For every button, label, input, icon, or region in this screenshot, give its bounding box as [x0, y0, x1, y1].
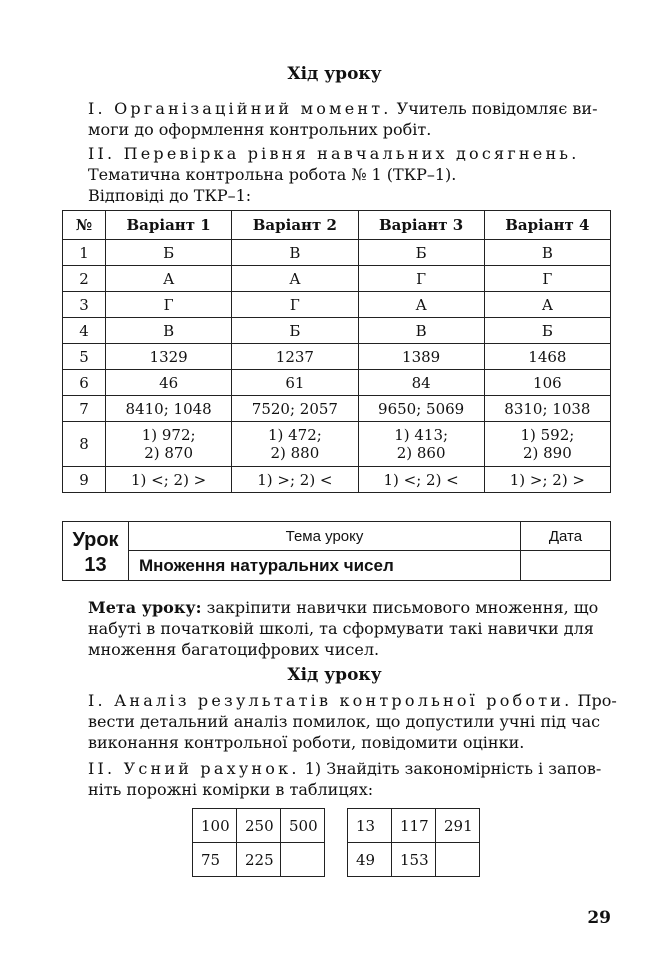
goal-text: закріпити навички письмового множення, що — [201, 598, 599, 617]
table-cell — [106, 422, 232, 467]
answer-line: 2) 870 — [144, 444, 194, 462]
column-header: № — [63, 211, 106, 240]
table-cell: 1468 — [484, 344, 610, 370]
section-lead: I. Аналіз результатів контрольної роботи. — [88, 691, 573, 710]
table-cell: 1 — [63, 240, 106, 266]
table-cell: 7 — [63, 396, 106, 422]
table-cell: 61 — [232, 370, 358, 396]
table-row — [63, 318, 611, 344]
section-text: Учитель повідомляє ви- — [391, 99, 598, 118]
table-row — [348, 843, 480, 877]
goal-text: набуті в початковій школі, та сформувати такі навички для — [88, 619, 594, 638]
table-cell: 100 — [193, 809, 237, 843]
lesson-goal — [88, 597, 612, 660]
table-cell: Г — [106, 292, 232, 318]
lesson-word: Урок — [72, 529, 119, 551]
page-number: 29 — [587, 908, 611, 928]
table-cell: 500 — [281, 809, 325, 843]
table-cell: 250 — [237, 809, 281, 843]
table-row — [63, 396, 611, 422]
column-header: Варіант 2 — [232, 211, 358, 240]
table-cell: 1389 — [358, 344, 484, 370]
table-header-row — [63, 211, 611, 240]
table-cell: 6 — [63, 370, 106, 396]
lesson-number-cell — [63, 522, 129, 580]
section-text: Тематична контрольна робота № 1 (ТКР–1). — [88, 165, 457, 184]
lesson-progress-heading-2: Хід уроку — [287, 665, 382, 685]
answer-line: 1) 413; — [394, 426, 449, 444]
table-cell: 117 — [392, 809, 436, 843]
section-oral-count — [88, 758, 612, 800]
table-cell: 13 — [348, 809, 392, 843]
table-cell: В — [358, 318, 484, 344]
topic-header: Тема уроку — [129, 522, 521, 551]
table-cell: 153 — [392, 843, 436, 877]
table-cell: Б — [232, 318, 358, 344]
table-cell: 1) >; 2) > — [484, 467, 610, 493]
table-cell: Б — [358, 240, 484, 266]
column-header: Варіант 3 — [358, 211, 484, 240]
section-lead: II. Усний рахунок. — [88, 759, 300, 778]
table-row — [63, 467, 611, 493]
table-cell: 75 — [193, 843, 237, 877]
table-cell: 106 — [484, 370, 610, 396]
table-cell: 8310; 1038 — [484, 396, 610, 422]
lesson-progress-heading: Хід уроку — [287, 64, 382, 84]
section-text: Відповіді до ТКР–1: — [88, 186, 252, 205]
pattern-table-2 — [347, 808, 480, 877]
table-row — [63, 266, 611, 292]
section-text: 1) Знайдіть закономірність і запов- — [299, 759, 602, 778]
table-cell: 9 — [63, 467, 106, 493]
table-cell: 1329 — [106, 344, 232, 370]
lesson-number: 13 — [84, 554, 107, 576]
answer-line: 2) 890 — [522, 444, 572, 462]
table-cell: 225 — [237, 843, 281, 877]
table-cell: 84 — [358, 370, 484, 396]
section-lead: I. Організаційний момент. — [88, 99, 392, 118]
section-text: Про- — [572, 691, 617, 710]
table-cell: 7520; 2057 — [232, 396, 358, 422]
section-text: ніть порожні комірки в таблицях: — [88, 780, 374, 799]
table-cell: А — [358, 292, 484, 318]
table-cell: Б — [106, 240, 232, 266]
goal-text: множення багатоцифрових чисел. — [88, 640, 380, 659]
table-cell: 1237 — [232, 344, 358, 370]
table-cell: 291 — [436, 809, 480, 843]
table-cell: 1) <; 2) > — [106, 467, 232, 493]
table-cell: 2 — [63, 266, 106, 292]
column-header: Варіант 4 — [484, 211, 610, 240]
empty-cell — [281, 843, 325, 877]
table-row — [63, 292, 611, 318]
answer-line: 1) 592; — [520, 426, 575, 444]
section-analysis — [88, 690, 617, 753]
table-cell — [484, 422, 610, 467]
section-text: моги до оформлення контрольних робіт. — [88, 120, 432, 139]
table-cell: А — [484, 292, 610, 318]
table-cell: А — [232, 266, 358, 292]
pattern-table-1 — [192, 808, 325, 877]
answer-line: 2) 880 — [270, 444, 320, 462]
table-cell: В — [106, 318, 232, 344]
empty-cell — [436, 843, 480, 877]
table-cell: 1) >; 2) < — [232, 467, 358, 493]
table-cell: 49 — [348, 843, 392, 877]
table-cell: 8410; 1048 — [106, 396, 232, 422]
table-row — [193, 809, 325, 843]
table-row — [63, 240, 611, 266]
table-cell — [232, 422, 358, 467]
table-cell: Г — [232, 292, 358, 318]
table-cell: 4 — [63, 318, 106, 344]
column-header: Варіант 1 — [106, 211, 232, 240]
answer-line: 1) 472; — [267, 426, 322, 444]
table-cell: 46 — [106, 370, 232, 396]
table-cell: 3 — [63, 292, 106, 318]
answers-table — [62, 210, 611, 493]
table-cell: 9650; 5069 — [358, 396, 484, 422]
section-check — [88, 143, 612, 206]
table-row — [348, 809, 480, 843]
table-row — [63, 422, 611, 467]
answer-line: 2) 860 — [396, 444, 446, 462]
date-header: Дата — [521, 522, 610, 551]
lesson-info-box — [62, 521, 611, 581]
answer-line: 1) 972; — [141, 426, 196, 444]
section-organizational — [88, 98, 612, 140]
table-row — [63, 344, 611, 370]
table-cell: Г — [358, 266, 484, 292]
table-cell: А — [106, 266, 232, 292]
table-cell: В — [484, 240, 610, 266]
table-row — [193, 843, 325, 877]
table-cell — [358, 422, 484, 467]
lesson-topic: Множення натуральних чисел — [129, 551, 521, 580]
table-cell: Б — [484, 318, 610, 344]
table-row — [63, 370, 611, 396]
section-text: виконання контрольної роботи, повідомити оцінки. — [88, 733, 525, 752]
section-lead: II. Перевірка рівня навчальних досягнень. — [88, 144, 580, 163]
table-cell: 8 — [63, 422, 106, 467]
table-cell: 1) <; 2) < — [358, 467, 484, 493]
table-cell: Г — [484, 266, 610, 292]
table-cell: В — [232, 240, 358, 266]
section-text: вести детальний аналіз помилок, що допустили учні під час — [88, 712, 601, 731]
goal-label: Мета уроку: — [88, 598, 202, 617]
table-cell: 5 — [63, 344, 106, 370]
